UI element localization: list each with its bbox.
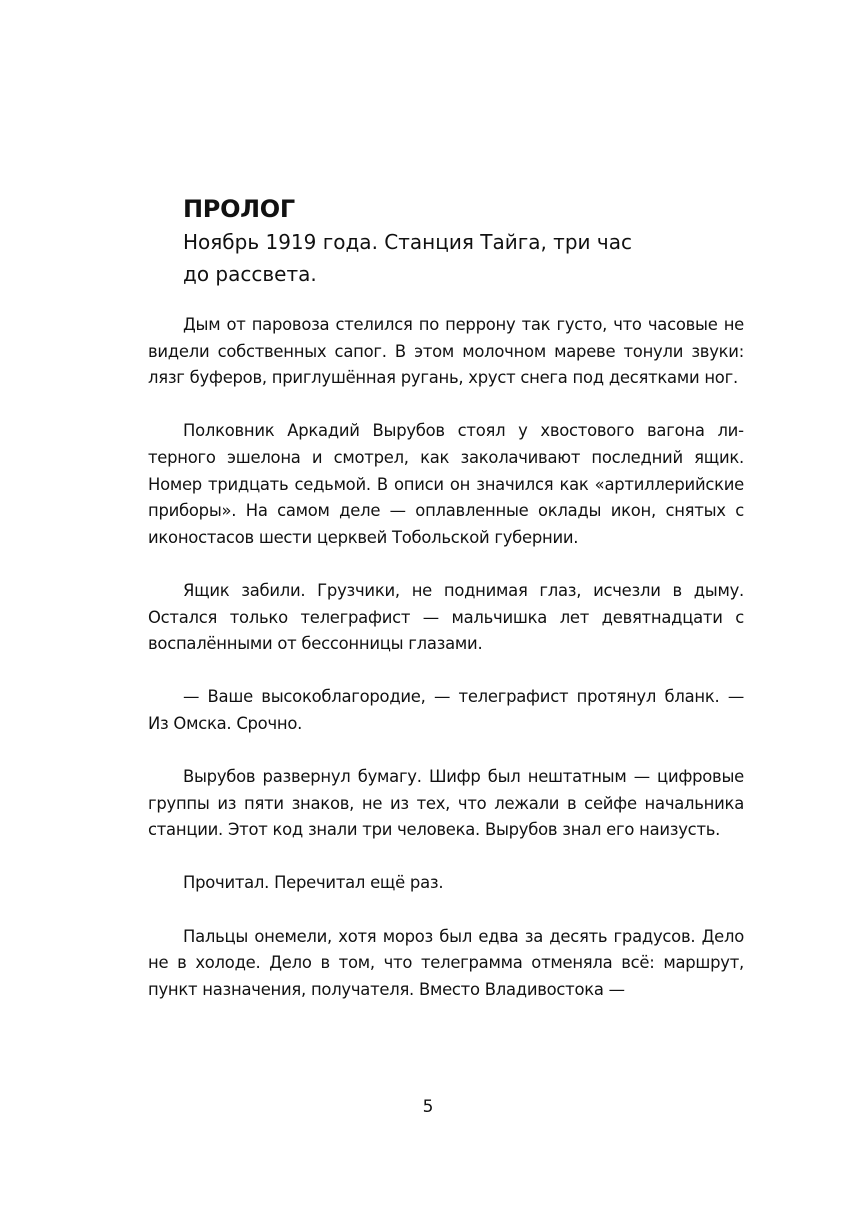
paragraph: Прочитал. Перечитал ещё раз. (183, 873, 444, 893)
paragraph: Пальцы онемели, хотя мороз был едва за десять градусов. Дело не в холоде. Дело в том, что телеграмма отменяла всё: маршрут, пункт назначения, получателя. Вместо Владивостока — (148, 926, 744, 999)
paragraph: Полковник Аркадий Вырубов стоял у хвостового вагона литерного эшелона и смотрел, как заколачивают последний ящик. Номер тридцать седьмой. В описи он значился как «артиллерийские приборы». На самом деле — оплавленные оклады икон, снятых с иконостасов шести церквей Тобольской губернии. (148, 421, 744, 547)
body-text (148, 312, 744, 1003)
paragraph: — Ваше высокоблагородие, — телеграфист протянул бланк. — Из Омска. Срочно. (148, 687, 744, 733)
chapter-subtitle: Ноябрь 1919 года. Станция Тайга, три час до рассвета. (183, 230, 632, 286)
chapter-title: ПРОЛОГ (183, 195, 295, 223)
paragraph: Ящик забили. Грузчики, не поднимая глаз, исчезли в дыму. Остался только телеграфист — мальчишка лет девятнадцати с воспалёнными от бессонницы глазами. (148, 580, 744, 654)
paragraph: Дым от паровоза стелился по перрону так густо, что часовые не видели собственных сапог. В этом молочном мареве тонули звуки: лязг буферов, приглушённая ругань, хруст снега под десятками ног. (148, 315, 744, 388)
page-number: 5 (422, 1097, 434, 1117)
paragraph: Вырубов развернул бумагу. Шифр был нештатным — цифровые группы из пяти знаков, не из тех, что лежали в сейфе начальника станции. Этот код знали три человека. Вырубов знал его наизусть. (148, 767, 744, 840)
chapter-heading (183, 192, 643, 290)
